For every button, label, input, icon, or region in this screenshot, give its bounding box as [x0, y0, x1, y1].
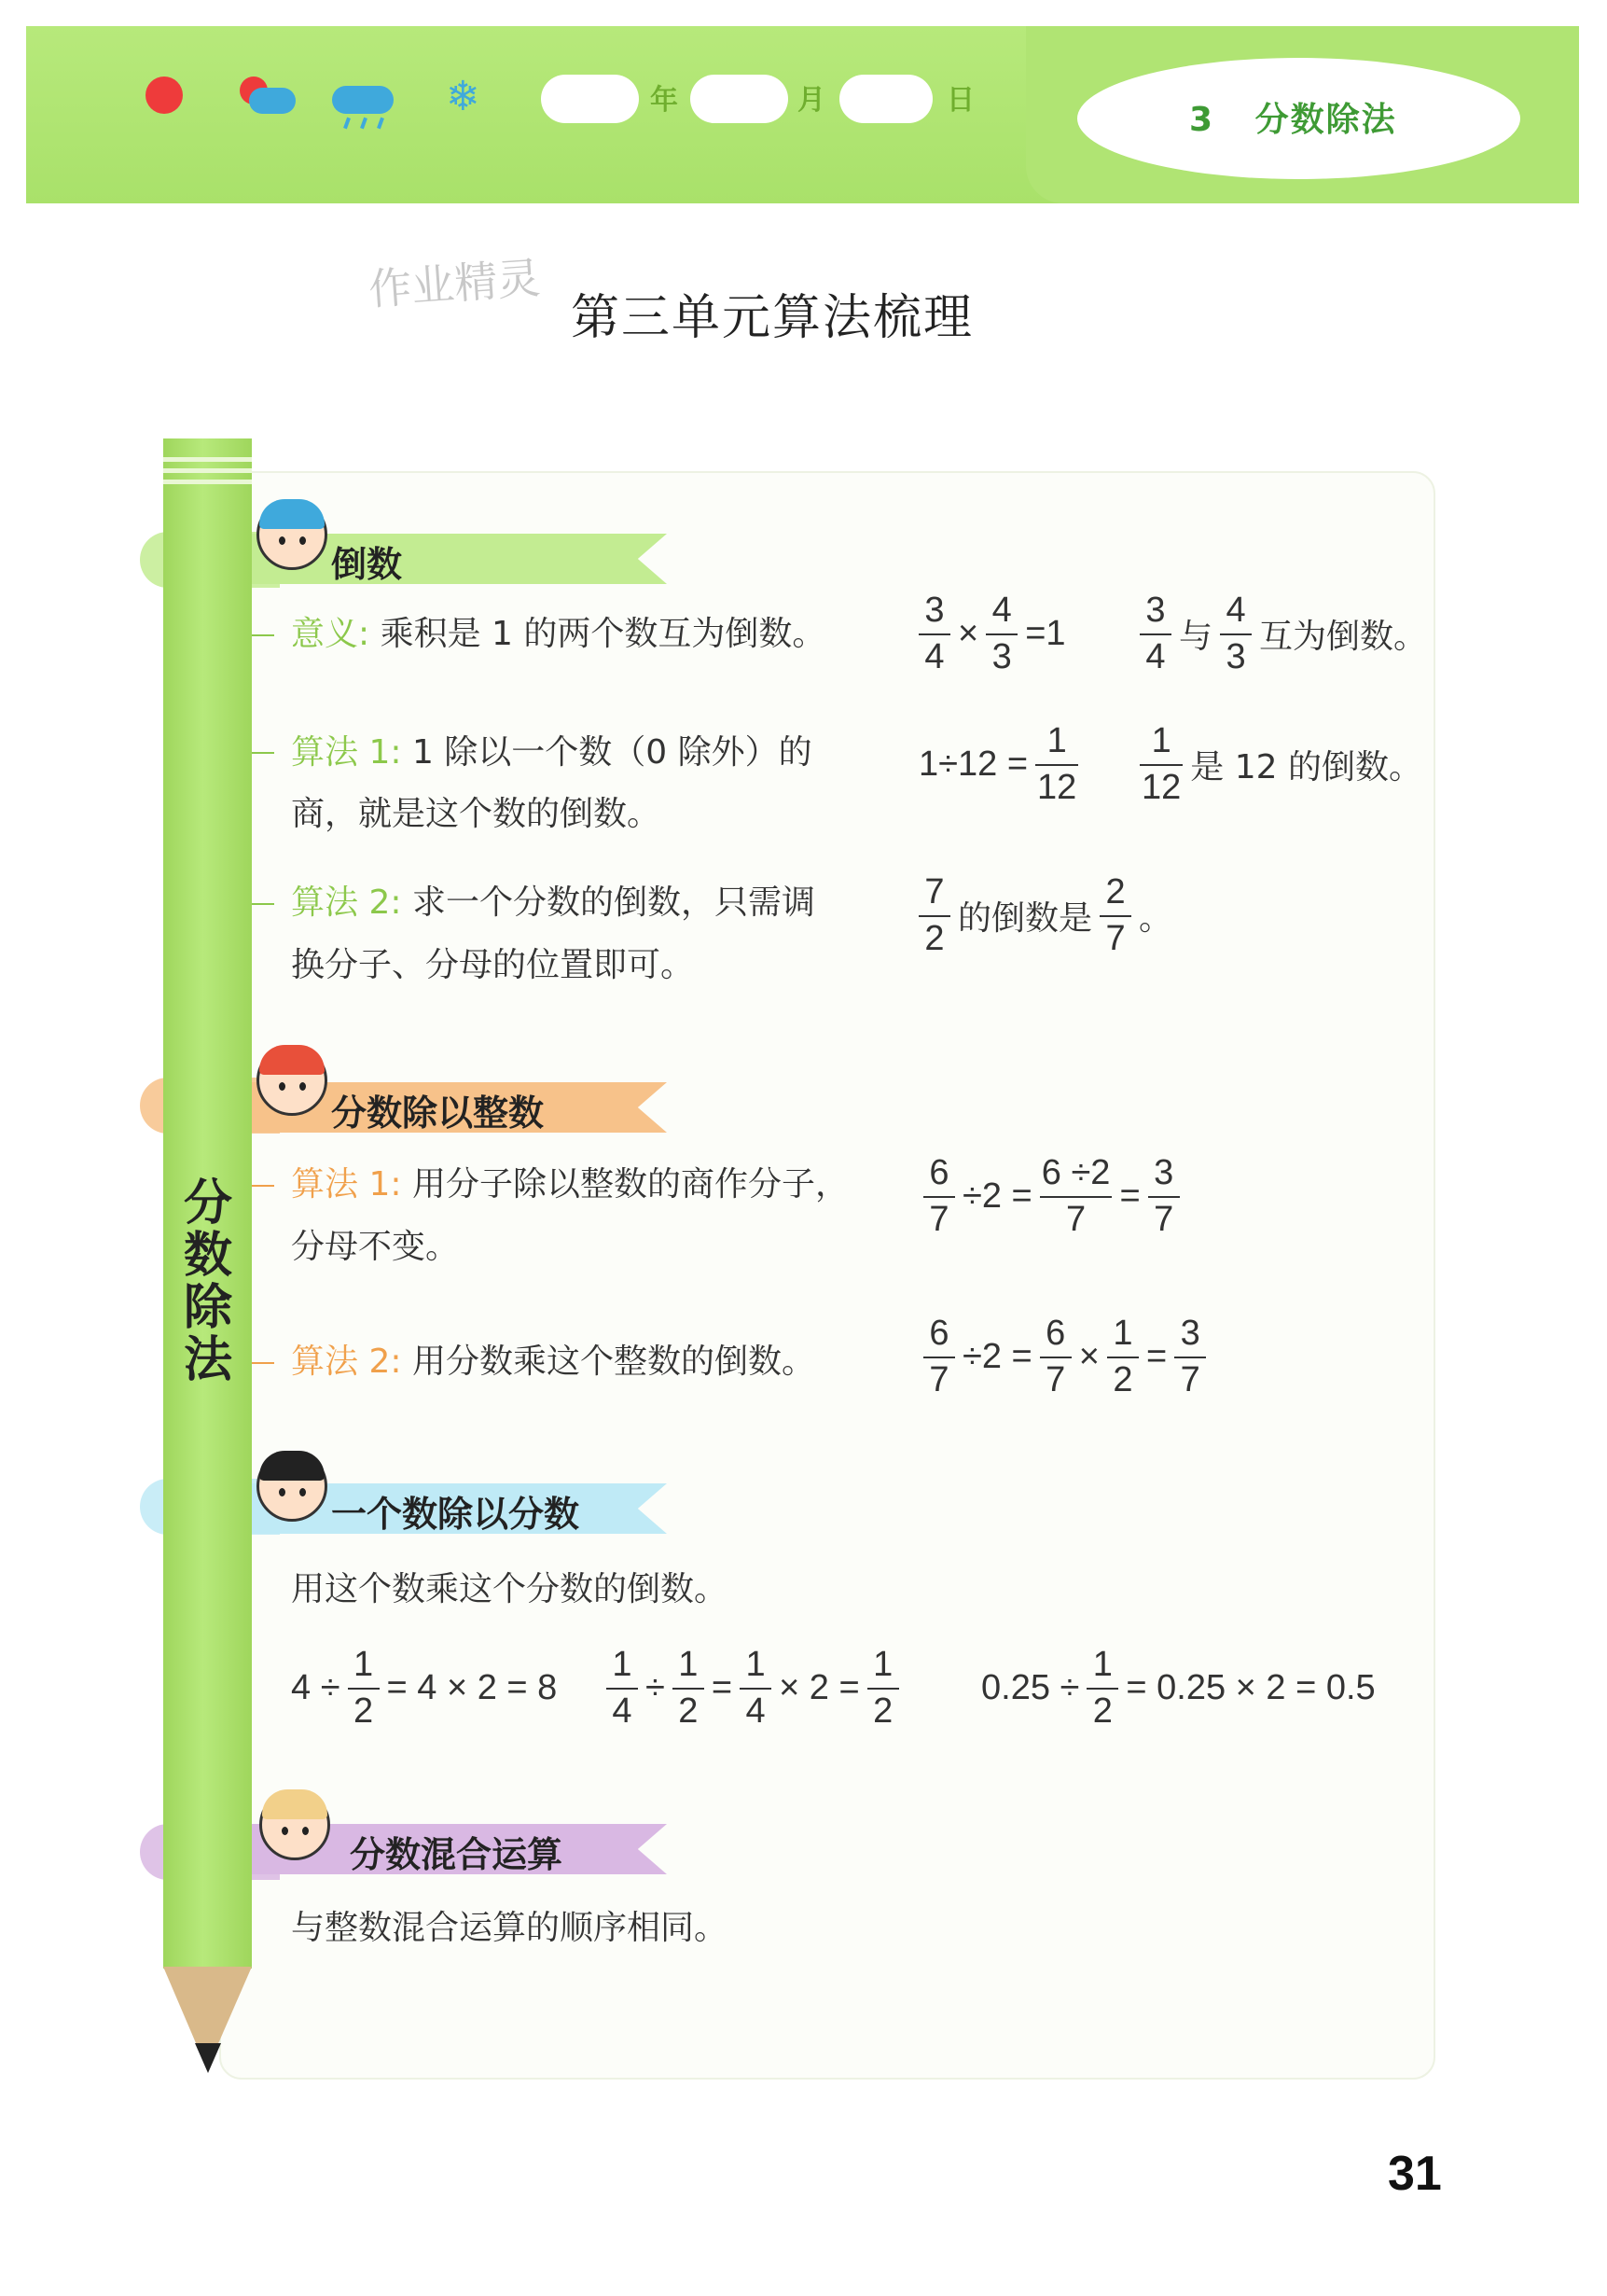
numerator: 3: [924, 591, 945, 630]
pencil-stripe: [163, 468, 252, 473]
operator: ÷2 =: [963, 1337, 1032, 1377]
operator: =: [1145, 1337, 1168, 1377]
denominator: 4: [1145, 636, 1166, 676]
num-div-frac-rule: 用这个数乘这个分数的倒数。: [291, 1570, 728, 1608]
lhs: 4 ÷: [291, 1668, 340, 1708]
numerator: 6: [929, 1153, 949, 1192]
numerator: 6 ÷2: [1041, 1153, 1111, 1192]
algo2-row: [291, 1332, 815, 1392]
numerator: 1: [1092, 1645, 1113, 1684]
sun-icon: [145, 77, 183, 114]
numerator: 1: [353, 1645, 374, 1684]
denominator: 2: [1092, 1691, 1113, 1731]
algo1-row: [291, 723, 812, 783]
example-reciprocal-pair: [1140, 592, 1427, 676]
pencil-stripe: [163, 457, 252, 462]
algo2-label: 算法 2:: [291, 1343, 402, 1381]
numerator: 1: [1046, 721, 1067, 760]
numerator: 6: [1046, 1314, 1066, 1353]
denominator: 2: [873, 1691, 894, 1731]
numerator: 3: [1180, 1314, 1200, 1353]
operator: =: [1119, 1176, 1141, 1217]
day-label: 日: [947, 84, 975, 117]
operator: ÷2 =: [963, 1176, 1032, 1217]
connector: [252, 903, 274, 905]
tail-text: 互为倒数。: [1259, 618, 1428, 657]
unit-name: 分数除法: [1254, 101, 1397, 139]
denominator: 12: [1037, 767, 1077, 807]
tail-text: 。: [1139, 899, 1173, 939]
meaning-label: 意义:: [291, 615, 370, 653]
denominator: 2: [353, 1691, 374, 1731]
denominator: 2: [924, 918, 945, 958]
watermark: 作业精灵: [367, 252, 542, 315]
denominator: 7: [1154, 1199, 1174, 1239]
numerator: 2: [1105, 872, 1126, 911]
connector: [252, 1362, 274, 1364]
pencil-label: 分数除法: [183, 1176, 232, 1388]
page-title: 第三单元算法梳理: [571, 290, 975, 346]
mixed-ops-rule: 与整数混合运算的顺序相同。: [291, 1909, 728, 1947]
numerator: 7: [924, 872, 945, 911]
numerator: 1: [1113, 1314, 1133, 1353]
denominator: 7: [1180, 1359, 1200, 1399]
result: =1: [1025, 614, 1066, 654]
algo1-line2: 商，就是这个数的倒数。: [291, 795, 661, 833]
operator: =: [711, 1668, 733, 1708]
year-label: 年: [650, 84, 678, 117]
operator: ×: [958, 614, 979, 654]
algo1-row: [291, 1155, 849, 1215]
algo2-text: 用分数乘这个整数的倒数。: [411, 1343, 815, 1381]
year-field[interactable]: [541, 75, 639, 123]
example-frac-div-frac: [606, 1647, 899, 1731]
denominator: 7: [1105, 918, 1126, 958]
example-multiply-reciprocal: [923, 1315, 1206, 1399]
section-title-mixed-ops: 分数混合运算: [350, 1834, 563, 1875]
numerator: 4: [991, 591, 1012, 630]
denominator: 3: [1226, 636, 1246, 676]
numerator: 1: [745, 1645, 766, 1684]
algo2-label: 算法 2:: [291, 884, 402, 922]
numerator: 1: [612, 1645, 632, 1684]
connector-text: 与: [1179, 618, 1213, 657]
algo1-line1: 用分子除以整数的商作分子，: [411, 1165, 849, 1204]
numerator: 3: [1154, 1153, 1174, 1192]
connector: [252, 752, 274, 754]
numerator: 6: [929, 1314, 949, 1353]
algo1-label: 算法 1:: [291, 1165, 402, 1204]
algo2-line2: 换分子、分母的位置即可。: [291, 946, 695, 984]
unit-label: [1189, 93, 1397, 141]
lhs: 0.25 ÷: [981, 1668, 1080, 1708]
rhs: = 4 × 2 = 8: [386, 1668, 558, 1708]
denominator: 7: [929, 1199, 949, 1239]
denominator: 12: [1142, 767, 1182, 807]
tail-text: 是 12 的倒数。: [1190, 748, 1422, 787]
example-divide-numerator: [923, 1155, 1180, 1239]
cloudy-icon: [236, 77, 298, 118]
rain-icon: [332, 80, 397, 131]
month-field[interactable]: [690, 75, 788, 123]
denominator: 4: [924, 636, 945, 676]
example-reciprocal-product: [919, 592, 1066, 676]
example-flip-fraction: [919, 874, 1172, 958]
denominator: 7: [929, 1359, 949, 1399]
connector: [252, 634, 274, 636]
algo1-line2: 分母不变。: [291, 1228, 460, 1266]
operator: ÷: [645, 1668, 665, 1708]
rhs: = 0.25 × 2 = 0.5: [1126, 1668, 1376, 1708]
numerator: 1: [678, 1645, 699, 1684]
day-field[interactable]: [839, 75, 933, 123]
example-decimal-div-frac: [981, 1647, 1376, 1731]
denominator: 7: [1046, 1359, 1066, 1399]
numerator: 3: [1145, 591, 1166, 630]
denominator: 7: [1066, 1199, 1087, 1239]
pencil-stripe: [163, 480, 252, 484]
denominator: 4: [612, 1691, 632, 1731]
algo1-label: 算法 1:: [291, 733, 402, 772]
algo2-row: [291, 873, 815, 933]
section-title-reciprocal: 倒数: [331, 544, 403, 585]
section-title-num-div-frac: 一个数除以分数: [331, 1494, 580, 1535]
pencil-lead: [195, 2043, 221, 2073]
numerator: 1: [873, 1645, 894, 1684]
page-number: 31: [1388, 2147, 1442, 2201]
unit-number: 3: [1189, 101, 1215, 139]
connector-text: 的倒数是: [958, 899, 1093, 939]
lhs: 1÷12 =: [919, 744, 1029, 785]
connector: [252, 1185, 274, 1187]
denominator: 3: [991, 636, 1012, 676]
month-label: 月: [797, 84, 825, 117]
operator: ×: [1078, 1337, 1100, 1377]
denominator: 4: [745, 1691, 766, 1731]
denominator: 2: [678, 1691, 699, 1731]
snow-icon: ❄: [446, 73, 480, 120]
section-title-frac-div-int: 分数除以整数: [331, 1092, 545, 1134]
numerator: 1: [1151, 721, 1171, 760]
meaning-text: 乘积是 1 的两个数互为倒数。: [380, 615, 826, 653]
operator: × 2 =: [779, 1668, 860, 1708]
algo2-line1: 求一个分数的倒数，只需调: [411, 884, 815, 922]
algo1-line1: 1 除以一个数（0 除外）的: [411, 733, 812, 772]
meaning-row: [291, 605, 825, 664]
example-divide-by-12: [919, 723, 1078, 807]
denominator: 2: [1113, 1359, 1133, 1399]
example-reciprocal-of-12: [1140, 723, 1422, 807]
example-int-div-frac: [291, 1647, 557, 1731]
numerator: 4: [1226, 591, 1246, 630]
